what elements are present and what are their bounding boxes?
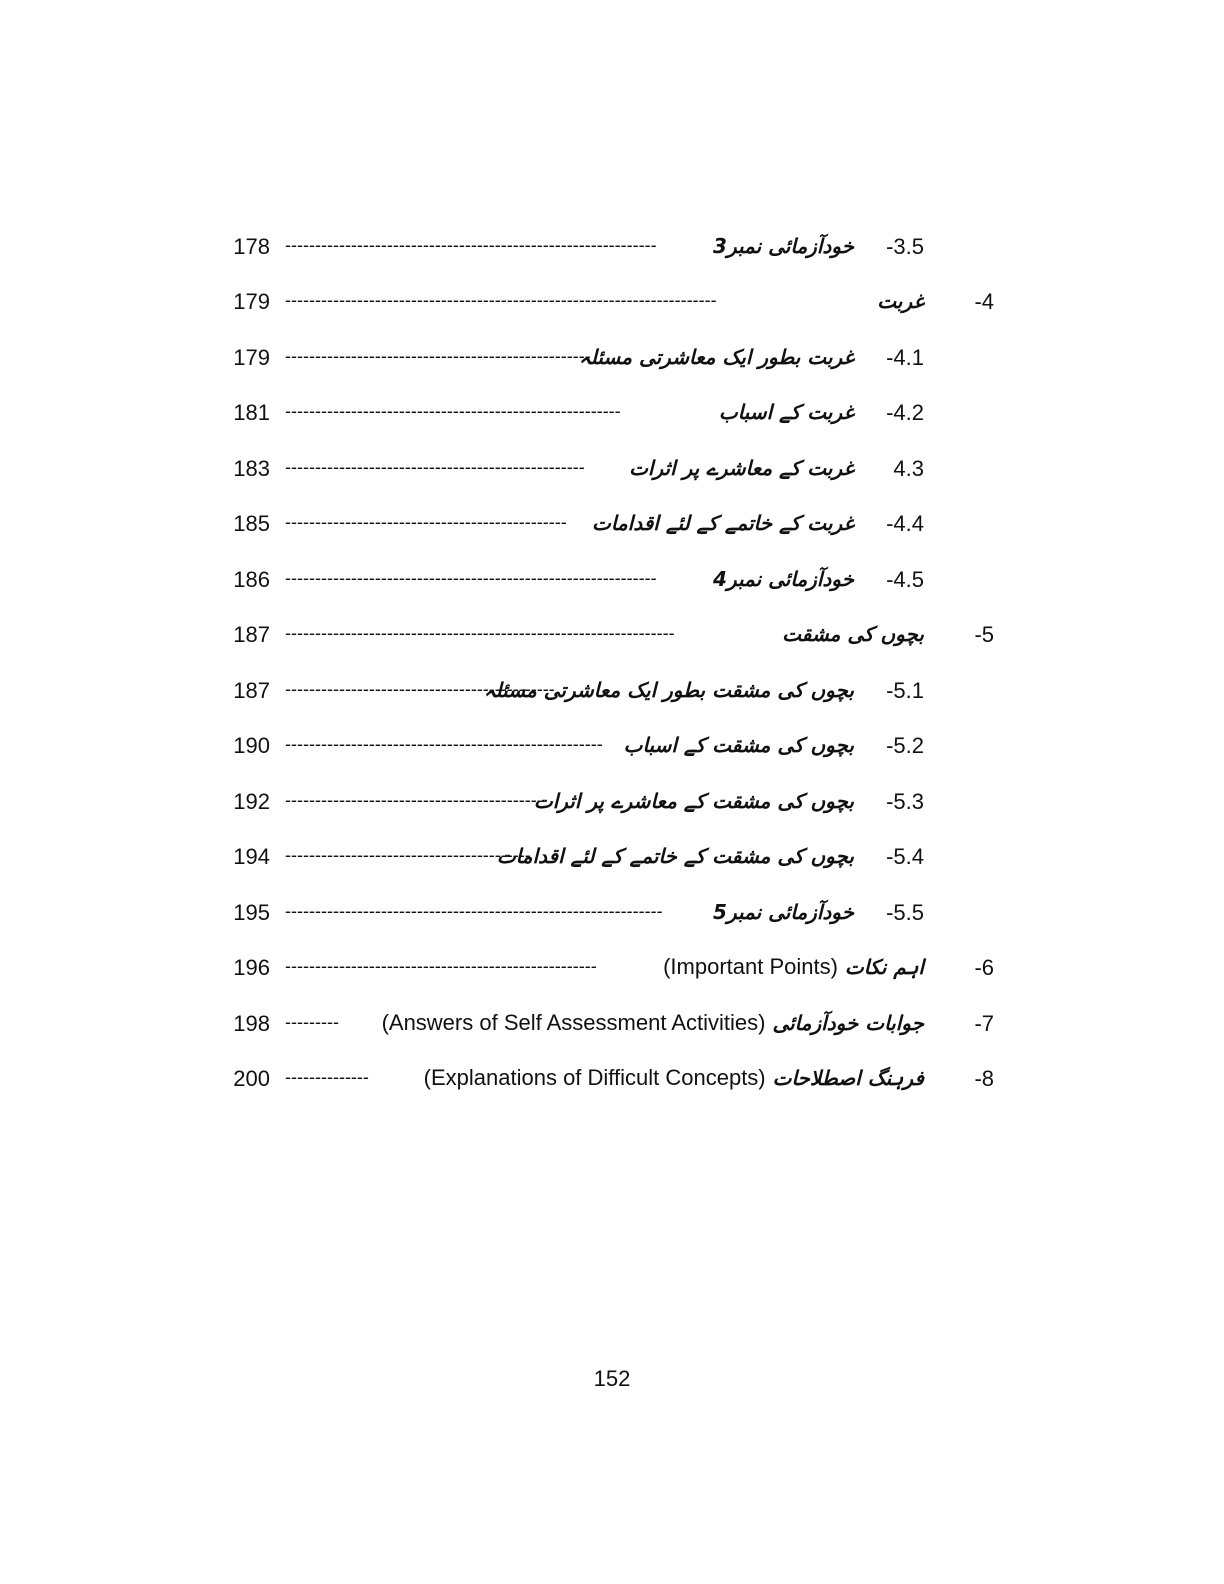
toc-entry-title-urdu: فرہنگ اصطلاحات — [772, 1066, 924, 1090]
toc-entry-title-urdu: اہم نکات — [844, 955, 924, 979]
toc-section-number: -7 — [974, 1011, 994, 1036]
toc-row[interactable] — [0, 505, 1224, 545]
toc-section-number: -6 — [974, 955, 994, 980]
toc-section-number: -5 — [974, 622, 994, 647]
toc-page-number: 186 — [233, 567, 270, 592]
toc-page-number: 178 — [233, 234, 270, 259]
toc-subsection-number: -5.5 — [886, 900, 924, 925]
toc-row[interactable] — [0, 450, 1224, 490]
toc-page-number: 196 — [233, 955, 270, 980]
toc-row[interactable] — [0, 894, 1224, 934]
toc-row[interactable] — [0, 394, 1224, 434]
toc-subsection-number: -4.2 — [886, 400, 924, 425]
toc-entry-title: بچوں کی مشقت کے خاتمے کے لئے اقدامات — [496, 844, 854, 868]
toc-subsection-number: -5.2 — [886, 733, 924, 758]
toc-page-number: 190 — [233, 733, 270, 758]
page-number-footer: 152 — [593, 1366, 631, 1391]
toc-leader-dashes: -------------------------------------------------- — [285, 457, 585, 477]
toc-subsection-number: -5.4 — [886, 844, 924, 869]
toc-entry-title: بچوں کی مشقت کے اسباب — [623, 733, 854, 757]
toc-page-number: 192 — [233, 789, 270, 814]
toc-entry-title-urdu: جوابات خودآزمائی — [772, 1011, 924, 1035]
toc-subsection-number: 4.3 — [893, 456, 924, 481]
toc-entry-title: غربت کے خاتمے کے لئے اقدامات — [592, 511, 854, 535]
toc-entry-title: بچوں کی مشقت بطور ایک معاشرتی مسئلہ — [483, 678, 854, 702]
toc-subsection-number: -3.5 — [886, 234, 924, 259]
toc-entry-title-english: (Answers of Self Assessment Activities) — [381, 1010, 766, 1035]
toc-leader-dashes: --------------------------------------------- — [285, 679, 555, 699]
toc-row[interactable] — [0, 838, 1224, 878]
toc-entry-title: خودآزمائی نمبر5 — [713, 900, 854, 924]
toc-entry-title — [382, 1005, 924, 1041]
toc-page-number: 194 — [233, 844, 270, 869]
toc-leader-dashes: -------------------------------------------------------- — [285, 401, 621, 421]
toc-row[interactable] — [0, 561, 1224, 601]
toc-leader-dashes: ------------------------------------------------------------------------ — [285, 290, 717, 310]
toc-entry-title-english: (Important Points) — [663, 954, 838, 979]
toc-section-number: -4 — [974, 289, 994, 314]
toc-row[interactable] — [0, 339, 1224, 379]
toc-leader-dashes: ----------------------------------------------------- — [285, 734, 603, 754]
toc-page-number: 200 — [233, 1066, 270, 1091]
toc-subsection-number: -4.5 — [886, 567, 924, 592]
toc-row[interactable] — [0, 783, 1224, 823]
toc-subsection-number: -4.4 — [886, 511, 924, 536]
toc-page-number: 183 — [233, 456, 270, 481]
toc-entry-title — [424, 1060, 924, 1096]
toc-entry-title: بچوں کی مشقت کے معاشرے پر اثرات — [533, 789, 854, 813]
toc-leader-dashes: ---------------------------------------------------- — [285, 956, 597, 976]
toc-row[interactable] — [0, 1005, 1224, 1045]
toc-page-number: 179 — [233, 345, 270, 370]
toc-leader-dashes: -------------------------------------------------------------- — [285, 235, 657, 255]
toc-page-number: 187 — [233, 678, 270, 703]
toc-entry-title: غربت کے معاشرے پر اثرات — [629, 456, 854, 480]
toc-row[interactable] — [0, 283, 1224, 323]
toc-row[interactable] — [0, 949, 1224, 989]
toc-entry-title: غربت کے اسباب — [718, 400, 854, 424]
toc-entry-title — [663, 949, 924, 985]
toc-leader-dashes: ----------------------------------------------------------------- — [285, 623, 675, 643]
toc-leader-dashes: ------------------------------------------- — [285, 790, 543, 810]
toc-entry-title: خودآزمائی نمبر3 — [713, 234, 854, 258]
toc-entry-title-english: (Explanations of Difficult Concepts) — [423, 1065, 766, 1090]
toc-row[interactable] — [0, 616, 1224, 656]
toc-row[interactable] — [0, 1060, 1224, 1100]
toc-leader-dashes: --------------------------------------------------- — [285, 346, 591, 366]
toc-subsection-number: -5.1 — [886, 678, 924, 703]
toc-leader-dashes: --------- — [285, 1012, 339, 1032]
toc-row[interactable] — [0, 672, 1224, 712]
toc-page-number: 187 — [233, 622, 270, 647]
toc-subsection-number: -4.1 — [886, 345, 924, 370]
toc-leader-dashes: -------------- — [285, 1067, 369, 1087]
toc-row[interactable] — [0, 228, 1224, 268]
toc-page-number: 181 — [233, 400, 270, 425]
toc-page-number: 179 — [233, 289, 270, 314]
toc-page-number: 198 — [233, 1011, 270, 1036]
toc-page-number: 195 — [233, 900, 270, 925]
toc-page-number: 185 — [233, 511, 270, 536]
toc-row[interactable] — [0, 727, 1224, 767]
toc-entry-title: بچوں کی مشقت — [782, 622, 924, 646]
toc-leader-dashes: --------------------------------------------------------------- — [285, 901, 663, 921]
toc-leader-dashes: ----------------------------------------------- — [285, 512, 567, 532]
toc-section-number: -8 — [974, 1066, 994, 1091]
toc-entry-title: خودآزمائی نمبر4 — [713, 567, 854, 591]
toc-leader-dashes: -------------------------------------------------------------- — [285, 568, 657, 588]
toc-subsection-number: -5.3 — [886, 789, 924, 814]
toc-leader-dashes: ----------------------------------------- — [285, 845, 531, 865]
toc-entry-title: غربت — [877, 289, 924, 313]
toc-entry-title: غربت بطور ایک معاشرتی مسئلہ — [579, 345, 854, 369]
